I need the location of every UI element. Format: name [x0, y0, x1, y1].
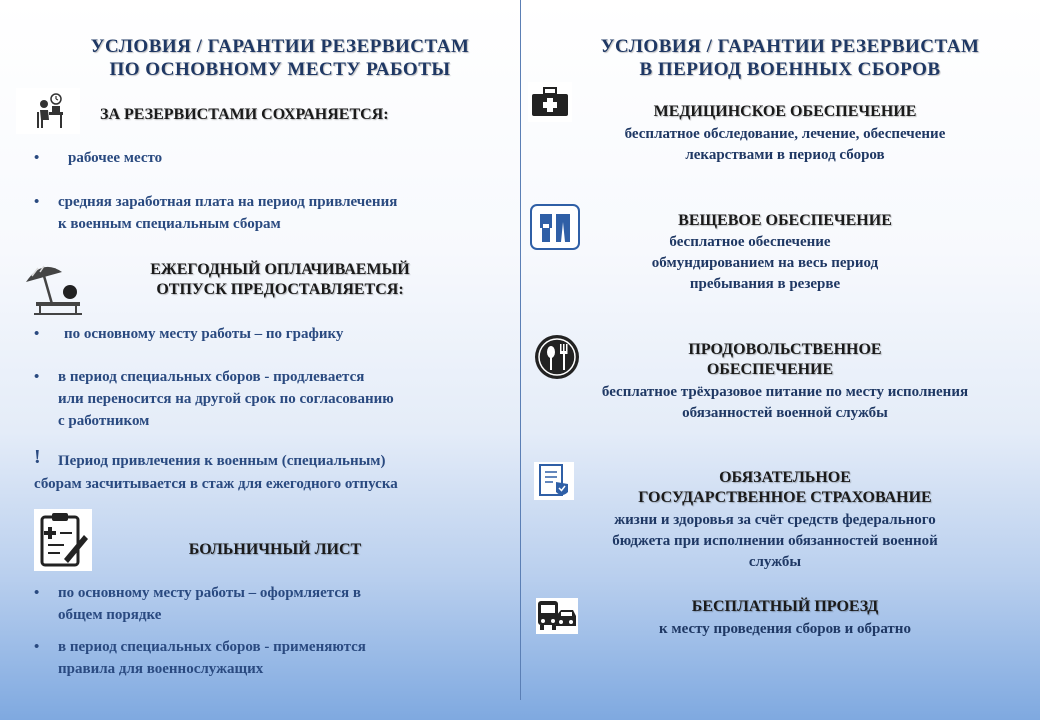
insurance-heading-line: ГОСУДАРСТВЕННОЕ СТРАХОВАНИЕ [638, 489, 932, 506]
medical-heading [540, 102, 1030, 122]
column-divider [520, 0, 521, 700]
uniform-desc-line: бесплатное обеспечение [669, 234, 831, 250]
exclamation-icon: ! [34, 446, 41, 468]
right-title [540, 35, 1040, 81]
bullet-text: к военным специальным сборам [58, 216, 281, 232]
section1-heading: ЗА РЕЗЕРВИСТАМИ СОХРАНЯЕТСЯ: [100, 106, 389, 123]
bullet-text: рабочее место [68, 150, 163, 166]
uniform-desc-line: обмундированием на весь период [651, 255, 879, 271]
bullet-text: общем порядке [58, 607, 162, 623]
bullet-text: средняя заработная плата на период привлечения [58, 194, 398, 210]
insurance-desc-line: службы [748, 554, 802, 570]
right-title-line2: В ПЕРИОД ВОЕННЫХ СБОРОВ [639, 59, 941, 80]
medical-description [540, 124, 1030, 166]
section2-heading-line1: ЕЖЕГОДНЫЙ ОПЛАЧИВАЕМЫЙ [150, 261, 410, 278]
medical-desc-line: лекарствами в период сборов [685, 147, 885, 163]
left-title-line1: УСЛОВИЯ / ГАРАНТИИ РЕЗЕРВИСТАМ [90, 36, 470, 57]
food-heading-line: ПРОДОВОЛЬСТВЕННОЕ [688, 341, 882, 358]
clipboard-medical-icon [34, 509, 92, 571]
transport-heading-line: БЕСПЛАТНЫЙ ПРОЕЗД [691, 598, 879, 615]
list-item [34, 582, 504, 626]
food-desc-line: обязанностей военной службы [682, 405, 888, 421]
section2-heading [100, 260, 460, 300]
uniform-desc-line: пребывания в резерве [689, 276, 841, 292]
food-heading-line: ОБЕСПЕЧЕНИЕ [706, 361, 834, 378]
insurance-desc-line: бюджета при исполнении обязанностей военной [612, 533, 938, 549]
list-item [34, 191, 504, 235]
uniform-description [520, 232, 1010, 295]
medical-desc-line: бесплатное обследование, лечение, обеспечение [624, 126, 946, 142]
worker-desk-icon [16, 88, 80, 134]
section3-heading: БОЛЬНИЧНЫЙ ЛИСТ [188, 541, 362, 558]
bullet-icon: • [34, 326, 40, 342]
list-item [34, 366, 514, 432]
section2-heading-line2: ОТПУСК ПРЕДОСТАВЛЯЕТСЯ: [156, 281, 404, 298]
food-description [540, 382, 1030, 424]
insurance-description [530, 510, 1020, 573]
note [34, 446, 520, 496]
uniform-heading-line: ВЕЩЕВОЕ ОБЕСПЕЧЕНИЕ [678, 212, 892, 229]
bullet-text: в период специальных сборов - применяются [58, 639, 366, 655]
bullet-text: правила для военнослужащих [58, 661, 264, 677]
insurance-heading-line: ОБЯЗАТЕЛЬНОЕ [719, 469, 851, 486]
bullet-icon: • [34, 585, 40, 601]
beach-umbrella-icon [22, 258, 84, 318]
insurance-desc-line: жизни и здоровья за счёт средств федерального [614, 512, 936, 528]
right-title-line1: УСЛОВИЯ / ГАРАНТИИ РЕЗЕРВИСТАМ [600, 36, 980, 57]
note-line1: Период привлечения к военным (специальным) [58, 453, 386, 469]
medical-heading-line: МЕДИЦИНСКОЕ ОБЕСПЕЧЕНИЕ [653, 103, 917, 120]
bullet-icon: • [34, 150, 40, 166]
bullet-icon: • [34, 369, 40, 385]
list-item [34, 636, 504, 680]
bullet-text: или переносится на другой срок по согласованию [58, 391, 394, 407]
transport-heading [540, 597, 1030, 617]
transport-description [540, 619, 1030, 640]
transport-desc-line: к месту проведения сборов и обратно [659, 621, 911, 637]
left-title-line2: ПО ОСНОВНОМУ МЕСТУ РАБОТЫ [109, 59, 451, 80]
note-line2: сборам засчитывается в стаж для ежегодного отпуска [34, 476, 398, 492]
uniform-heading [540, 211, 1030, 231]
bullet-text: с работником [58, 413, 150, 429]
insurance-heading [540, 468, 1030, 508]
bullet-text: по основному месту работы – оформляется в [58, 585, 361, 601]
bullet-text: в период специальных сборов - продлевается [58, 369, 365, 385]
food-heading [540, 340, 1030, 380]
bullet-icon: • [34, 639, 40, 655]
bullet-icon: • [34, 194, 40, 210]
food-desc-line: бесплатное трёхразовое питание по месту исполнения [601, 384, 969, 400]
bullet-text: по основному месту работы – по графику [64, 326, 344, 342]
left-title [40, 35, 520, 81]
